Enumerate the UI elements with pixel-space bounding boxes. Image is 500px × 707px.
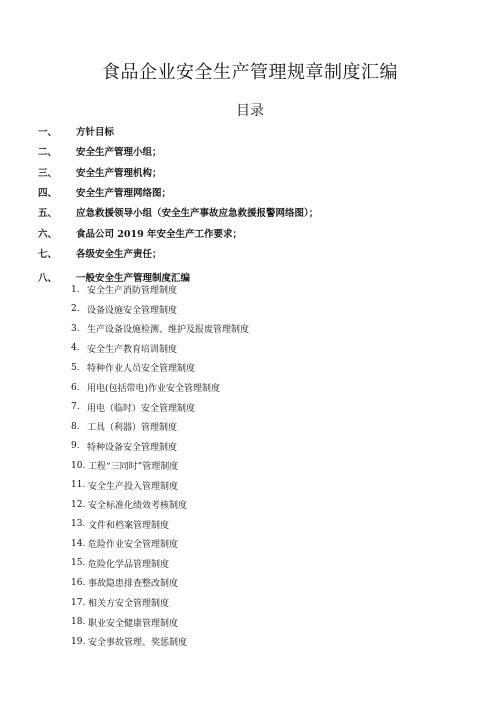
toc-section-item [38,182,478,202]
subitem-number: 19. [71,636,86,647]
toc-section-list [38,121,478,287]
subitem-label: 安全生产教育培训制度 [87,344,178,355]
section-number: 一、 [38,127,58,139]
subitem-label: 用电(包括带电)作业安全管理制度 [87,384,221,394]
subitem-number: 11. [71,480,86,491]
subitem-label: 安全生产消防管理制度 [87,286,178,297]
toc-subitem [71,456,471,476]
subitem-number: 18. [71,617,86,628]
section-number: 六、 [38,228,58,240]
toc-subitem [71,280,471,300]
section-label: 应急救援领导小组（安全生产事故应急救援报警网络图）； [76,208,319,220]
section-number: 八、 [38,273,58,285]
subitem-label: 职业安全健康管理制度 [88,618,179,629]
toc-subitem [71,417,471,437]
toc-subitem [71,554,471,574]
subitem-number: 3. [71,323,80,334]
section-number: 三、 [38,167,58,179]
subitem-number: 15. [71,558,86,569]
subitem-number: 4. [71,343,80,354]
section-number: 七、 [38,248,58,260]
subitem-number: 17. [71,597,86,608]
toc-section-item [38,202,478,222]
toc-section-item [38,141,478,161]
subitem-number: 12. [71,499,86,510]
toc-subitem [71,534,471,554]
document-title: 食品企业安全生产管理规章制度汇编 [102,62,398,83]
subitem-label: 安全生产投入管理制度 [88,481,179,492]
toc-section-item [38,121,478,141]
section-label: 一般安全生产管理制度汇编 [76,273,191,285]
toc-section-item [38,243,478,263]
toc-subitem [71,612,471,632]
subitem-number: 9. [71,441,80,452]
subitem-label: 相关方安全管理制度 [88,599,170,610]
subitem-label: 特种作业人员安全管理制度 [87,364,196,375]
toc-subitem [71,515,471,535]
toc-subitem [71,632,471,652]
subitem-label: 特种设备安全管理制度 [87,442,178,453]
toc-subitem [71,475,471,495]
toc-subitem [71,436,471,456]
subitem-number: 7. [71,402,80,413]
subitem-label: 危险作业安全管理制度 [88,540,179,551]
toc-heading: 目录 [236,103,264,119]
toc-subitem [71,300,471,320]
section-label: 各级安全生产责任； [76,248,162,260]
subitem-number: 14. [71,538,86,549]
subitem-label: 生产设备设施检测、维护及报废管理制度 [87,325,250,336]
subitem-label: 文件和档案管理制度 [88,520,170,531]
subitem-label: 设备设施安全管理制度 [87,305,178,316]
toc-subitem [71,378,471,398]
subitem-label: 用电（临时）安全管理制度 [87,403,196,414]
subitem-number: 2. [71,304,80,315]
section-number: 五、 [38,208,58,220]
toc-subitem-list [71,280,471,651]
toc-subitem [71,397,471,417]
subitem-label: 安全标准化绩效考核制度 [88,501,188,512]
toc-subitem [71,319,471,339]
subitem-number: 8. [71,421,80,432]
subitem-number: 16. [71,577,86,588]
section-label: 安全生产管理机构； [76,167,162,179]
subitem-label: 危险化学品管理制度 [88,559,170,570]
toc-subitem [71,358,471,378]
subitem-number: 10. [71,460,86,471]
subitem-label: 工具（利器）管理制度 [87,423,178,434]
subitem-label: 安全事故管理、奖惩制度 [88,638,188,649]
section-number: 四、 [38,188,58,200]
subitem-number: 1. [71,284,80,295]
subitem-number: 13. [71,519,86,530]
section-number: 二、 [38,147,58,159]
subitem-number: 5. [71,362,80,373]
toc-subitem [71,495,471,515]
subitem-label: 事故隐患排查整改制度 [88,579,179,590]
section-label: 方针目标 [76,127,115,139]
section-label: 安全生产管理小组； [76,147,162,159]
subitem-number: 6. [71,382,80,393]
toc-section-item [38,162,478,182]
section-label: 食品公司 2019 年安全生产工作要求； [76,228,243,240]
toc-subitem [71,593,471,613]
toc-section-item [38,222,478,242]
toc-subitem [71,339,471,359]
section-label: 安全生产管理网络图； [76,188,172,200]
toc-subitem [71,573,471,593]
subitem-label: 工程“三同时”管理制度 [88,462,179,473]
